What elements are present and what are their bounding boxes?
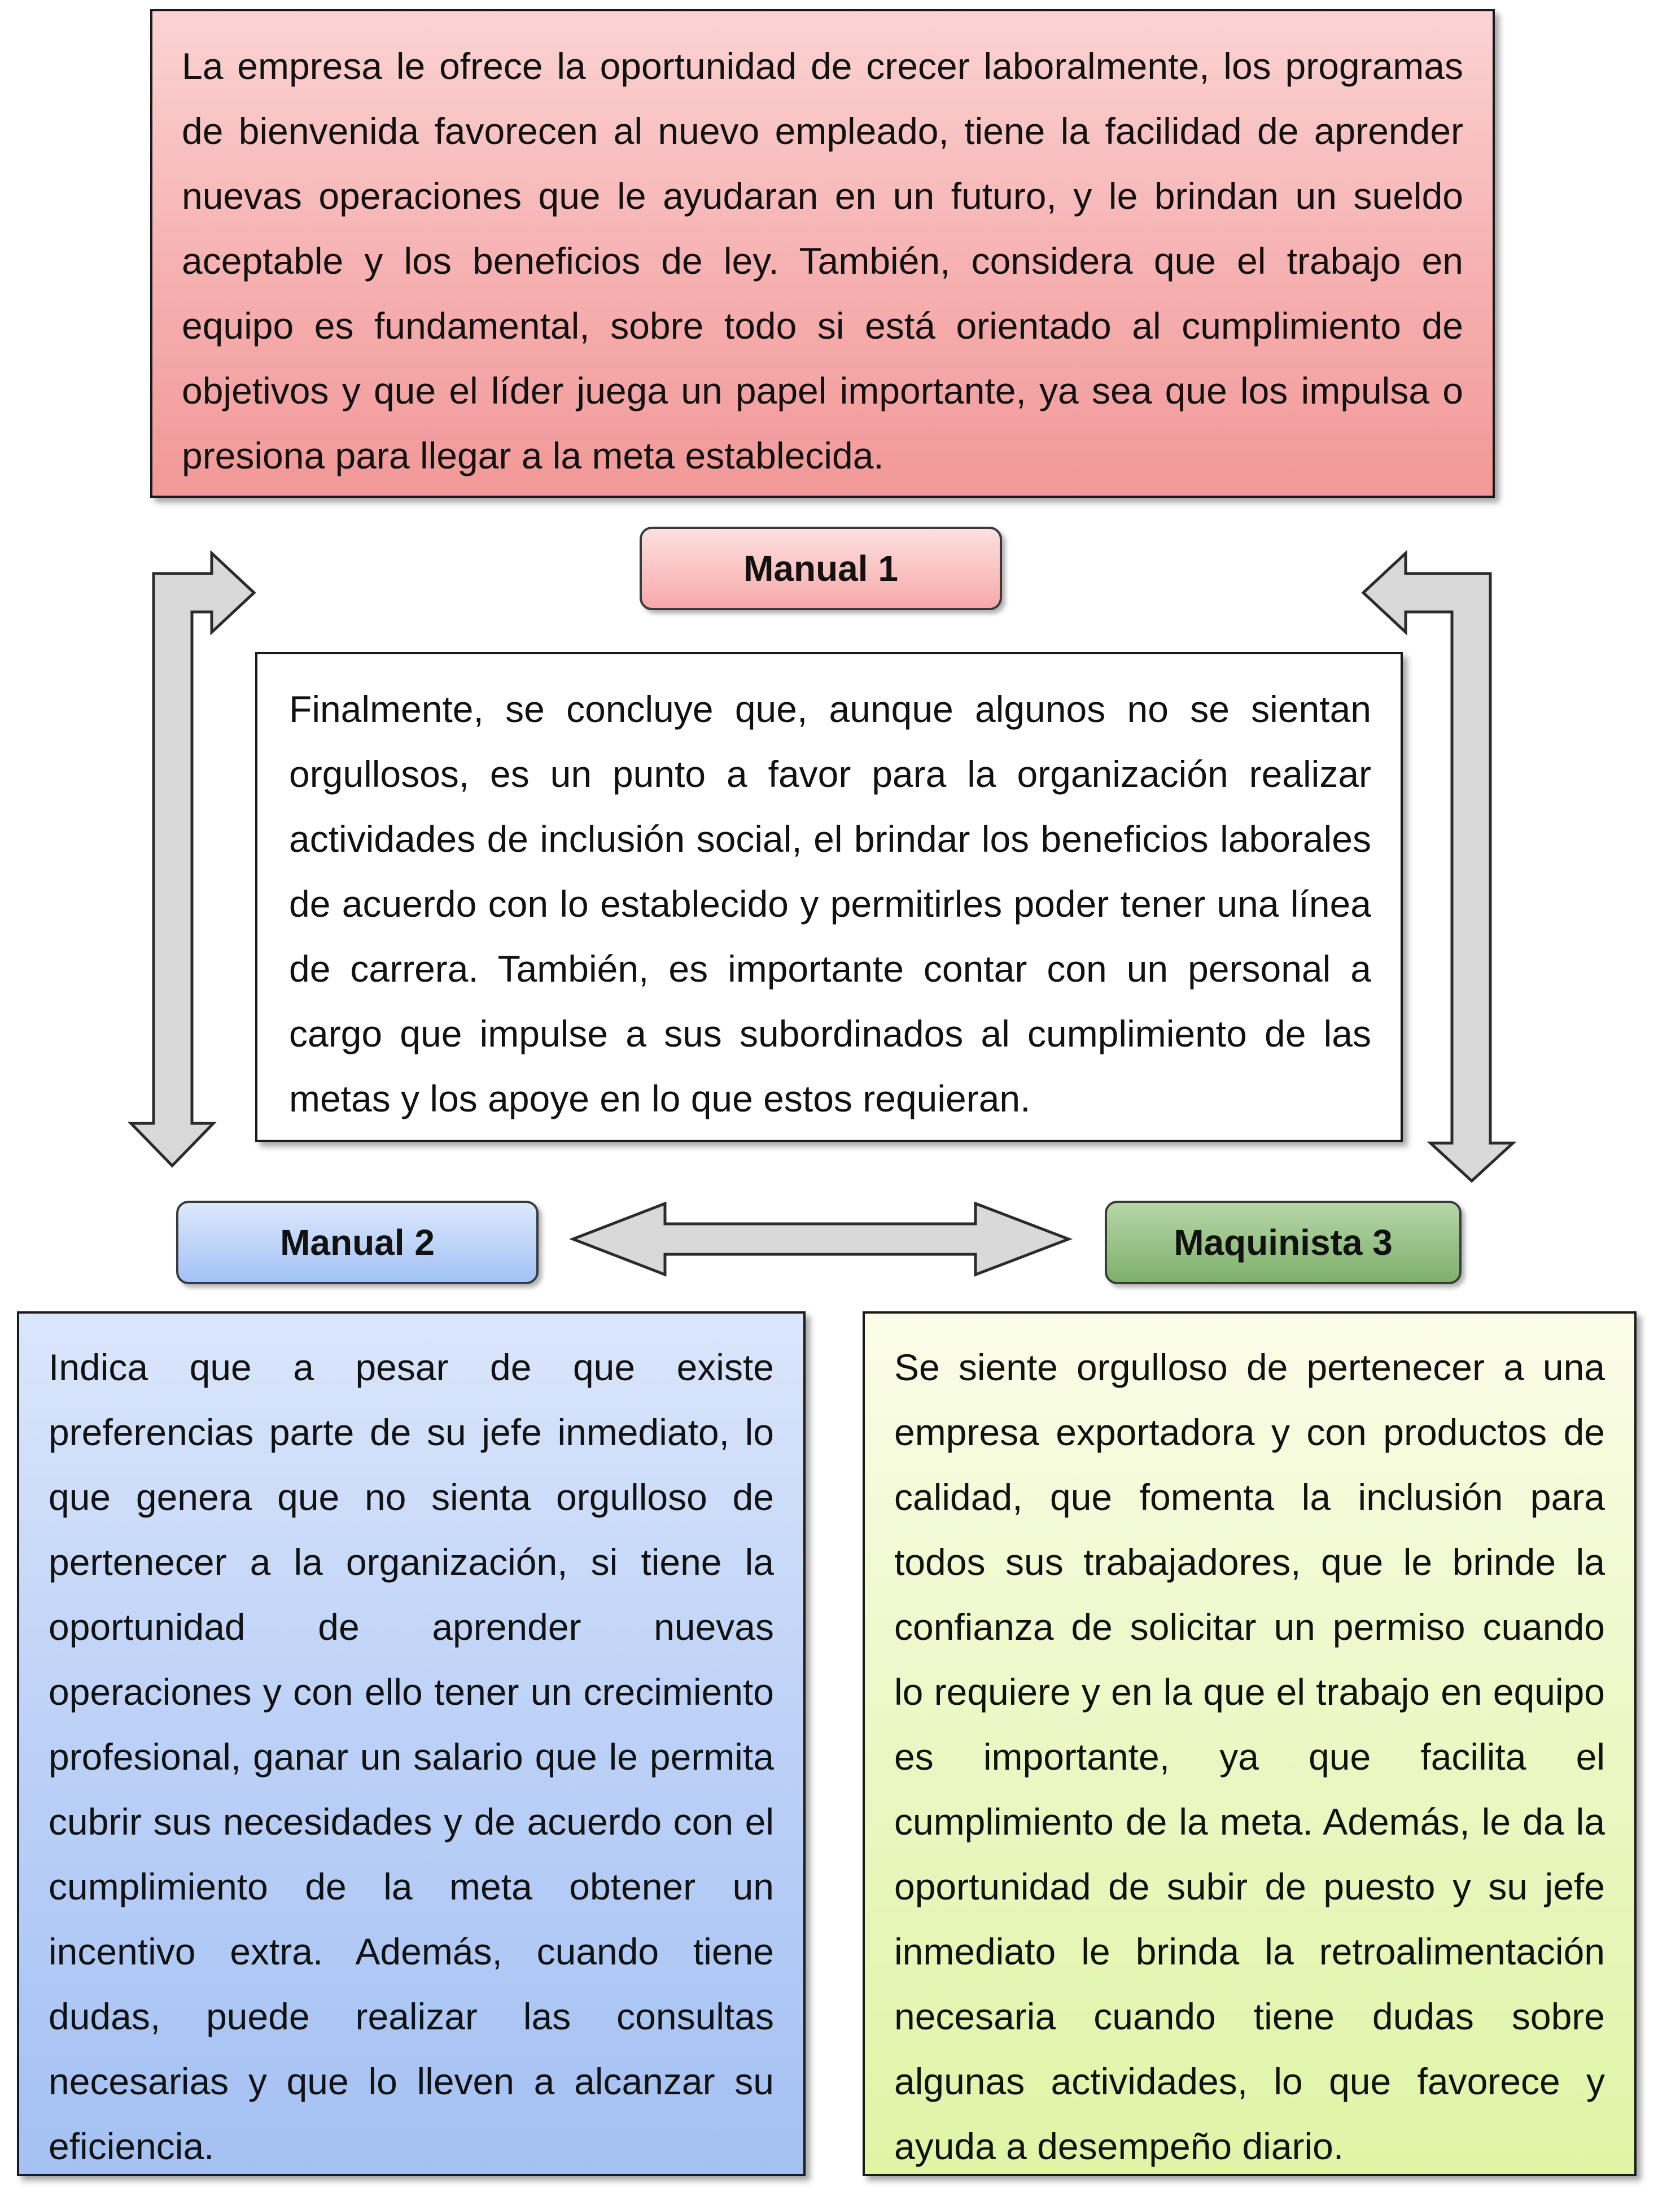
arrow-double-manual2-maquinista3 bbox=[573, 1204, 1069, 1275]
manual1-description-box bbox=[150, 9, 1495, 498]
conclusion-text: Finalmente, se concluye que, aunque algunos no se sientan orgullosos, es un punto a favor para la organización realizar actividades de inclusión social, el brindar los beneficios laborales de acuerdo con lo establecido y permitirles poder tener una línea de carrera. También, es importante contar con un personal a cargo que impulse a sus subordinados al cumplimiento de las metas y los apoye en lo que estos requieran. bbox=[289, 688, 1371, 1119]
manual2-description-box bbox=[17, 1311, 806, 2176]
maquinista3-label: Maquinista 3 bbox=[1105, 1201, 1462, 1284]
manual2-description-text: Indica que a pesar de que existe preferencias parte de su jefe inmediato, lo que genera que no sienta orgulloso de pertenecer a la organización, si tiene la oportunidad de aprender nuevas operaciones y con ello tener un crecimiento profesional, ganar un salario que le permita cubrir sus necesidades y de acuerdo con el cumplimiento de la meta obtener un incentivo extra. Además, cuando tiene dudas, puede realizar las consultas necesarias y que lo lleven a alcanzar su eficiencia. bbox=[49, 1346, 774, 2167]
maquinista3-description-text: Se siente orgulloso de pertenecer a una empresa exportadora y con productos de calidad, que fomenta la inclusión para todos sus trabajadores, que le brinde la confianza de solicitar un permiso cuando lo requiere y en la que el trabajo en equipo es importante, ya que facilita el cumplimiento de la meta. Además, le da la oportunidad de subir de puesto y su jefe inmediato le brinda la retroalimentación necesaria cuando tiene dudas sobre algunas actividades, lo que favorece y ayuda a desempeño diario. bbox=[894, 1346, 1605, 2167]
maquinista3-description-box bbox=[863, 1311, 1637, 2176]
manual1-description-text: La empresa le ofrece la oportunidad de crecer laboralmente, los programas de bienvenida favorecen al nuevo empleado, tiene la facilidad de aprender nuevas operaciones que le ayudaran en un futuro, y le brindan un sueldo aceptable y los beneficios de ley. También, considera que el trabajo en equipo es fundamental, sobre todo si está orientado al cumplimiento de objetivos y que el líder juega un papel importante, ya sea que los impulsa o presiona para llegar a la meta establecida. bbox=[182, 45, 1463, 476]
arrow-left-manual1-to-manual2 bbox=[131, 553, 254, 1166]
manual1-label: Manual 1 bbox=[640, 527, 1002, 610]
manual2-label: Manual 2 bbox=[176, 1201, 539, 1284]
conclusion-box bbox=[255, 652, 1403, 1142]
